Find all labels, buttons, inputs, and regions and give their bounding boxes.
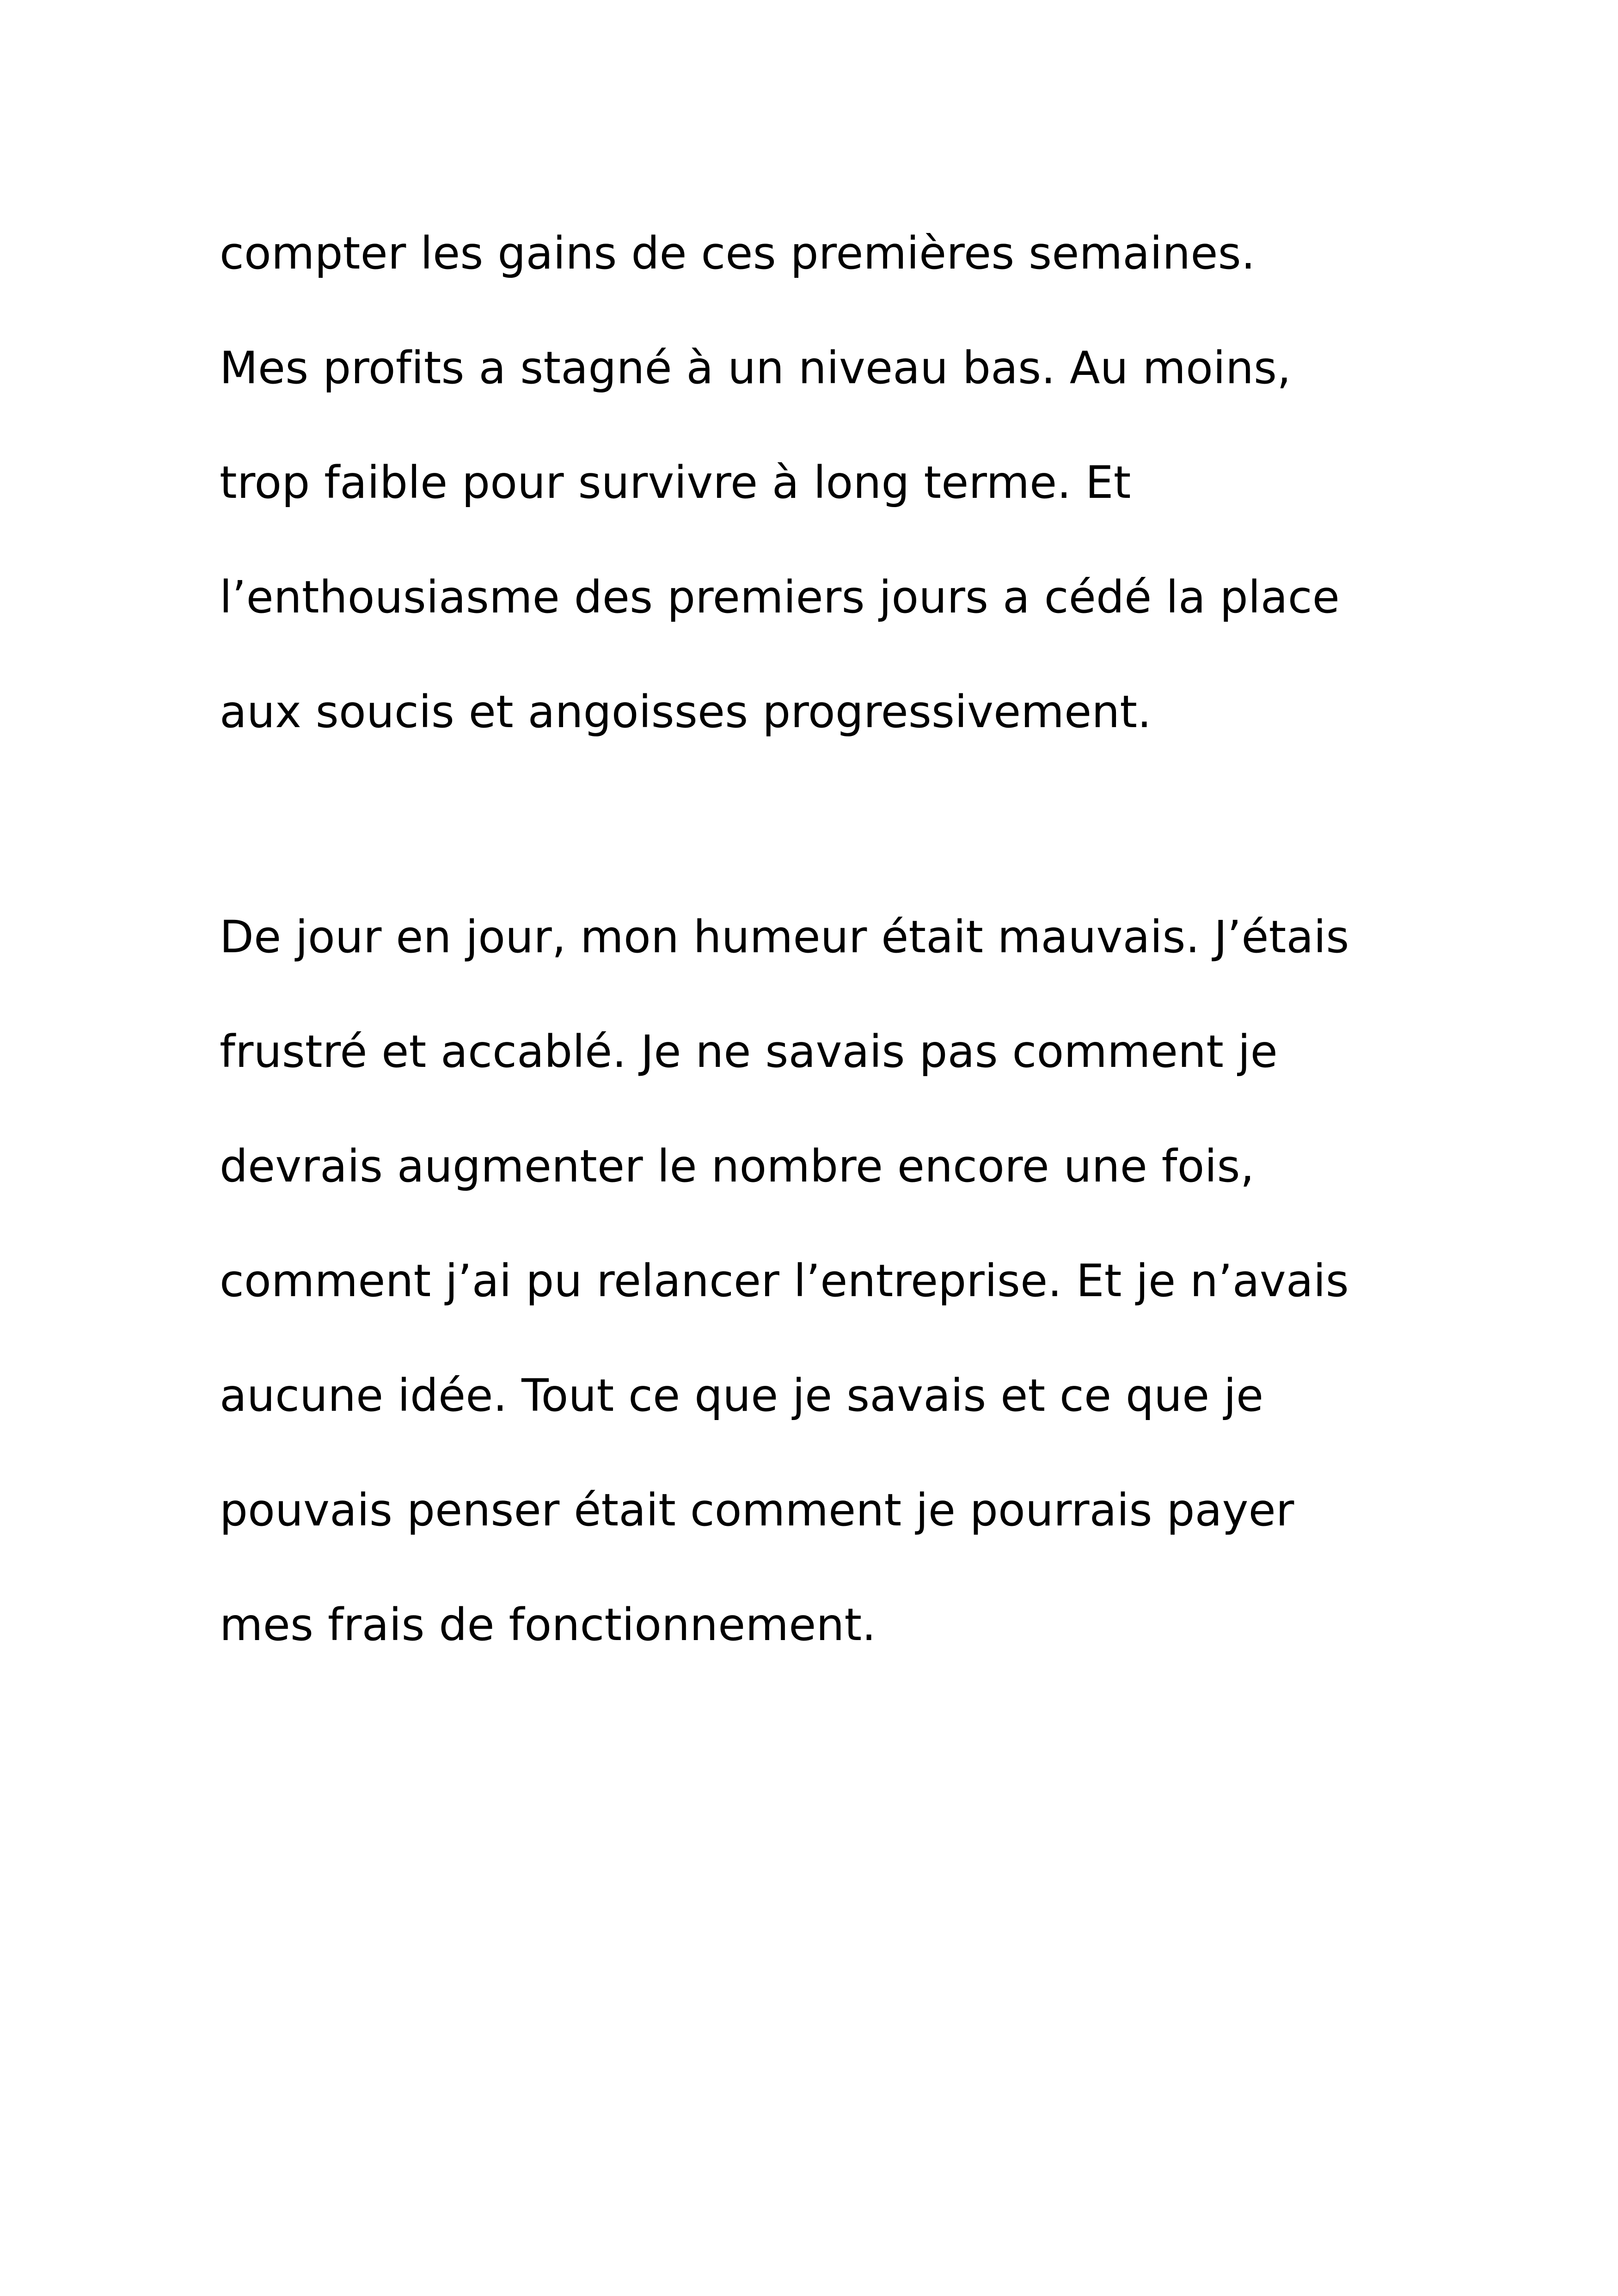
paragraph-line: Mes profits a stagné à un niveau bas. Au moins,: [220, 342, 1291, 394]
paragraph-line: aucune idée. Tout ce que je savais et ce que je: [220, 1370, 1264, 1421]
paragraph-2: [220, 880, 1422, 1682]
paragraph-line: comment j’ai pu relancer l’entreprise. Et je n’avais: [220, 1255, 1349, 1307]
paragraph-line: compter les gains de ces premières semaines.: [220, 227, 1256, 279]
paragraph-line: devrais augmenter le nombre encore une fois,: [220, 1140, 1255, 1192]
paragraph-line: frustré et accablé. Je ne savais pas comment je: [220, 1026, 1278, 1078]
paragraph-1: [220, 196, 1422, 769]
paragraph-line: l’enthousiasme des premiers jours a cédé la place: [220, 571, 1340, 623]
paragraph-line: pouvais penser était comment je pourrais payer: [220, 1484, 1294, 1536]
paragraph-line: mes frais de fonctionnement.: [220, 1599, 876, 1651]
paragraph-line: aux soucis et angoisses progressivement.: [220, 686, 1152, 738]
paragraph-line: De jour en jour, mon humeur était mauvais. J’étais: [220, 911, 1349, 963]
paragraph-line: trop faible pour survivre à long terme. Et: [220, 457, 1131, 508]
